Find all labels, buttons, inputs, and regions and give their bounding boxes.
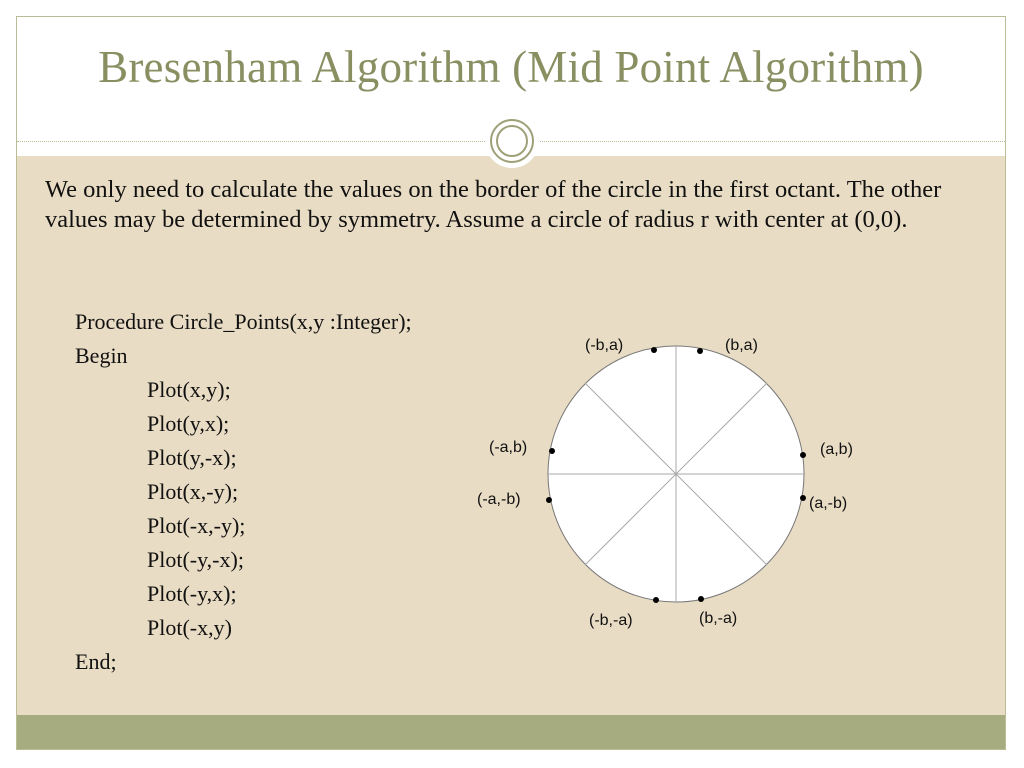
code-plot-statement: Plot(-x,-y); <box>147 513 246 538</box>
point-dot-a-b <box>800 452 806 458</box>
point-dot-neg-a-neg-b <box>546 497 552 503</box>
ornament-inner-ring <box>496 125 528 157</box>
point-label-neg-a-neg-b: (-a,-b) <box>477 491 521 508</box>
symmetry-circle-diagram <box>440 320 880 640</box>
code-plot-statement: Plot(y,-x); <box>147 445 237 470</box>
code-end: End; <box>75 649 117 674</box>
code-plot-statement: Plot(-y,x); <box>147 581 237 606</box>
point-dot-a-neg-b <box>800 495 806 501</box>
footer-bar <box>17 715 1005 749</box>
code-plot-statement: Plot(y,x); <box>147 411 230 436</box>
code-plot-statement: Plot(x,y); <box>147 377 231 402</box>
point-dot-neg-b-a <box>651 347 657 353</box>
point-dot-neg-b-neg-a <box>653 597 659 603</box>
code-plot-statement: Plot(-x,y) <box>147 615 232 640</box>
point-label-b-a: (b,a) <box>725 337 758 354</box>
point-label-b-neg-a: (b,-a) <box>699 610 738 627</box>
code-plot-statement: Plot(x,-y); <box>147 479 239 504</box>
slide-title: Bresenham Algorithm (Mid Point Algorithm) <box>98 42 924 92</box>
point-label-neg-b-a: (-b,a) <box>585 337 624 354</box>
circle-ornament-icon <box>485 114 539 168</box>
point-label-a-neg-b: (a,-b) <box>809 495 848 512</box>
point-dot-b-neg-a <box>698 596 704 602</box>
intro-paragraph: We only need to calculate the values on the border of the circle in the first octant. The other values may be determined by symmetry. Assume a circle of radius r with center at (0,0). <box>45 176 942 233</box>
point-dot-neg-a-b <box>549 448 555 454</box>
code-begin: Begin <box>75 343 128 368</box>
point-label-neg-a-b: (-a,b) <box>489 439 528 456</box>
point-label-neg-b-neg-a: (-b,-a) <box>589 612 633 629</box>
code-procedure-header: Procedure Circle_Points(x,y :Integer); <box>75 309 412 334</box>
code-plot-statement: Plot(-y,-x); <box>147 547 244 572</box>
point-label-a-b: (a,b) <box>820 441 853 458</box>
point-dot-b-a <box>697 348 703 354</box>
